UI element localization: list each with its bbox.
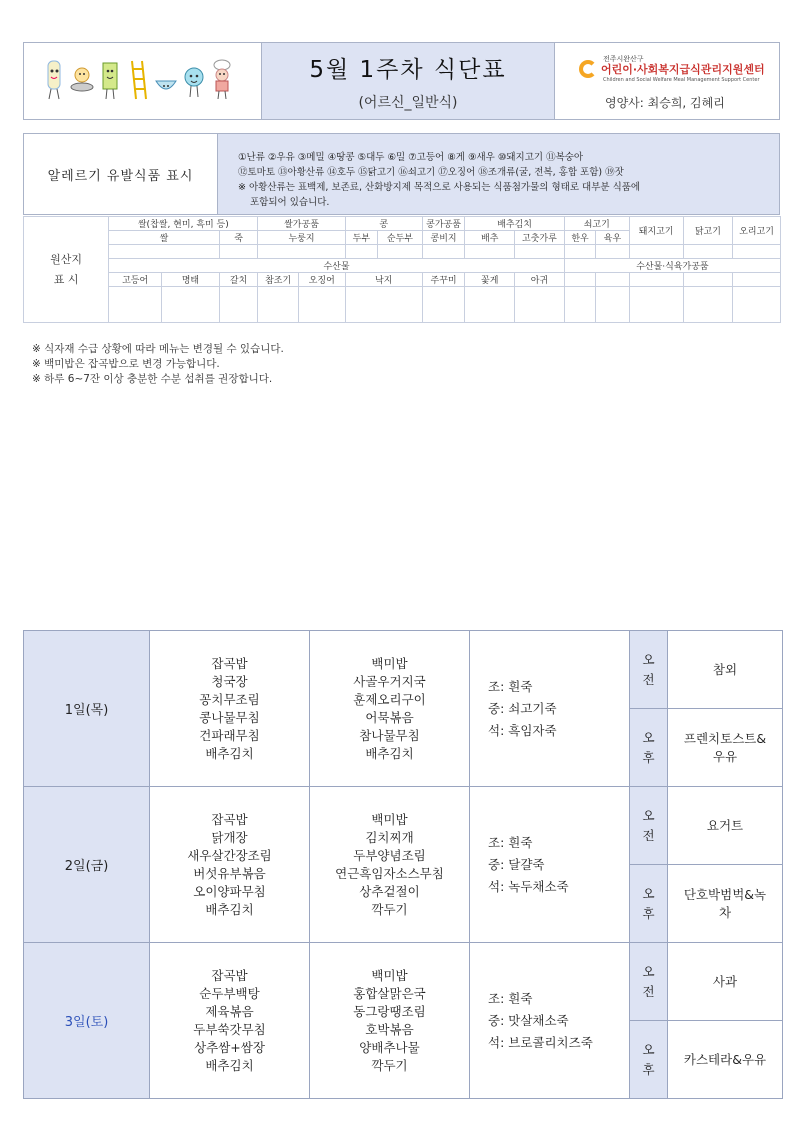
- origin-item: 육우: [596, 231, 629, 245]
- dinner-menu: 백미밥 사골우거지국 훈제오리구이 어묵볶음 참나물무침 배추김치: [310, 631, 470, 787]
- origin-value: [629, 245, 683, 259]
- origin-value: [219, 245, 258, 259]
- dinner-menu: 백미밥 홍합살맑은국 동그랑땡조림 호박볶음 양배추나물 깍두기: [310, 943, 470, 1099]
- origin-item: 오징어: [298, 273, 345, 287]
- snack-am-label: 오 전: [630, 943, 668, 1021]
- snack-am-label: 오 전: [630, 787, 668, 865]
- snack-pm: 프렌치토스트& 우유: [668, 709, 783, 787]
- page-title: 5월 1주차 식단표: [309, 56, 507, 83]
- origin-item: 누룽지: [258, 231, 345, 245]
- origin-group: 쌀가공품: [258, 217, 345, 231]
- origin-value: [345, 287, 422, 323]
- origin-item: 한우: [564, 231, 595, 245]
- allergy-label: 알레르기 유발식품 표시: [24, 134, 218, 214]
- origin-item: 죽: [219, 231, 258, 245]
- lunch-menu: 잡곡밥 청국장 꽁치무조림 콩나물무침 건파래무침 배추김치: [150, 631, 310, 787]
- origin-value: [596, 287, 629, 323]
- origin-group: 쌀(찹쌀, 현미, 흑미 등): [109, 217, 258, 231]
- title-panel: [261, 43, 555, 119]
- note-line: ※ 하루 6~7잔 이상 충분한 수분 섭취를 권장합니다.: [32, 373, 273, 385]
- dinner-menu: 백미밥 김치찌개 두부양념조림 연근흑임자소스무침 상추겉절이 깍두기: [310, 787, 470, 943]
- origin-group: 수산물·식육가공품: [564, 259, 780, 273]
- snack-pm: 카스테라&우유: [668, 1021, 783, 1099]
- character-illustration: [24, 43, 261, 119]
- origin-value: [258, 287, 299, 323]
- origin-item: 고춧가루: [515, 231, 565, 245]
- day-label: 1일(목): [24, 631, 150, 787]
- grater-character-icon: [98, 57, 122, 101]
- allergy-line: ⑫토마토 ⑬아황산류 ⑭호두 ⑮닭고기 ⑯쇠고기 ⑰오징어 ⑱조개류(굴, 전복, 홍합 포함) ⑲잣: [238, 167, 624, 178]
- note-line: ※ 식자재 수급 상황에 따라 메뉴는 변경될 수 있습니다.: [32, 343, 284, 355]
- org-logo: [579, 60, 765, 78]
- origin-label: 원산지 표 시: [24, 217, 109, 323]
- origin-value: [422, 245, 465, 259]
- origin-item: 쌀: [109, 231, 220, 245]
- origin-item: [564, 273, 595, 287]
- porridge-menu: 조: 흰죽 중: 달걀죽 석: 녹두채소죽: [470, 787, 630, 943]
- org-logo-icon: [579, 60, 597, 78]
- origin-value: [219, 287, 258, 323]
- origin-value: [298, 287, 345, 323]
- allergy-line: ①난류 ②우유 ③메밀 ④땅콩 ⑤대두 ⑥밀 ⑦고등어 ⑧게 ⑨새우 ⑩돼지고기 ⑪복숭아: [238, 152, 584, 163]
- day-label: 3일(토): [24, 943, 150, 1099]
- lunch-menu: 잡곡밥 닭개장 새우살간장조림 버섯유부볶음 오이양파무침 배추김치: [150, 787, 310, 943]
- porridge-menu: 조: 흰죽 중: 쇠고기죽 석: 흑임자죽: [470, 631, 630, 787]
- snack-am-label: 오 전: [630, 631, 668, 709]
- origin-value: [258, 245, 345, 259]
- organization-panel: [555, 43, 779, 119]
- origin-item: 닭고기: [683, 217, 733, 245]
- allergy-note: 포함되어 있습니다.: [250, 197, 330, 208]
- origin-value: [515, 287, 565, 323]
- origin-value: [596, 245, 629, 259]
- menu-table: [23, 630, 783, 1099]
- porridge-menu: 조: 흰죽 중: 맛살채소죽 석: 브로콜리치즈죽: [470, 943, 630, 1099]
- chef-character-icon: [210, 57, 234, 101]
- allergy-note: ※ 아황산류는 표백제, 보존료, 산화방지제 목적으로 사용되는 식품첨가물의 형태로 대부분 식품에: [238, 182, 641, 193]
- snack-am: 참외: [668, 631, 783, 709]
- allergy-notice: [23, 133, 780, 215]
- snack-pm-label: 오 후: [630, 709, 668, 787]
- origin-group: 콩가공품: [422, 217, 465, 231]
- snack-am: 사과: [668, 943, 783, 1021]
- snack-pm: 단호박범벅&녹 차: [668, 865, 783, 943]
- pan-character-icon: [70, 57, 94, 101]
- origin-item: [683, 273, 733, 287]
- org-district: 전주시완산구: [603, 55, 644, 63]
- bowl-character-icon: [154, 57, 178, 101]
- origin-group: 배추김치: [465, 217, 564, 231]
- origin-item: 꽃게: [465, 273, 515, 287]
- origin-item: 돼지고기: [629, 217, 683, 245]
- origin-item: 두부: [345, 231, 377, 245]
- round-character-icon: [182, 57, 206, 101]
- origin-item: 명태: [161, 273, 219, 287]
- note-line: ※ 백미밥은 잡곡밥으로 변경 가능합니다.: [32, 358, 220, 370]
- snack-pm-label: 오 후: [630, 865, 668, 943]
- origin-value: [564, 245, 595, 259]
- snack-am: 요거트: [668, 787, 783, 865]
- origin-value: [161, 287, 219, 323]
- origin-item: 참조기: [258, 273, 299, 287]
- header-banner: [23, 42, 780, 120]
- origin-value: [683, 287, 733, 323]
- origin-value: [683, 245, 733, 259]
- origin-item: [733, 273, 781, 287]
- page-subtitle: (어르신_일반식): [358, 94, 458, 111]
- origin-value: [378, 245, 423, 259]
- origin-value: [422, 287, 465, 323]
- origin-value: [733, 287, 781, 323]
- origin-value: [515, 245, 565, 259]
- allergy-list: [218, 134, 779, 214]
- origin-value: [109, 287, 162, 323]
- day-label: 2일(금): [24, 787, 150, 943]
- origin-value: [629, 287, 683, 323]
- org-english-name: Children and Social Welfare Meal Management Support Center: [603, 77, 760, 83]
- origin-item: 주꾸미: [422, 273, 465, 287]
- snack-pm-label: 오 후: [630, 1021, 668, 1099]
- lunch-menu: 잡곡밥 순두부백탕 제육볶음 두부쑥갓무침 상추쌈+쌈장 배추김치: [150, 943, 310, 1099]
- ladder-character-icon: [126, 57, 150, 101]
- origin-item: 갈치: [219, 273, 258, 287]
- origin-group: 수산물: [109, 259, 565, 273]
- origin-item: [629, 273, 683, 287]
- origin-value: [109, 245, 220, 259]
- origin-table: [23, 216, 781, 323]
- origin-item: 아귀: [515, 273, 565, 287]
- notes: [32, 342, 284, 387]
- origin-item: 고등어: [109, 273, 162, 287]
- origin-value: [465, 245, 515, 259]
- origin-group: 쇠고기: [564, 217, 629, 231]
- origin-item: 콩비지: [422, 231, 465, 245]
- bottle-character-icon: [42, 57, 66, 101]
- origin-value: [733, 245, 781, 259]
- origin-item: [596, 273, 629, 287]
- origin-value: [465, 287, 515, 323]
- origin-item: 오리고기: [733, 217, 781, 245]
- origin-group: 콩: [345, 217, 422, 231]
- origin-item: 순두부: [378, 231, 423, 245]
- origin-item: 낙지: [345, 273, 422, 287]
- org-name: 어린이·사회복지급식관리지원센터: [601, 63, 765, 76]
- nutritionist-names: 영양사: 최승희, 김혜리: [605, 96, 725, 110]
- origin-value: [345, 245, 377, 259]
- origin-value: [564, 287, 595, 323]
- origin-item: 배추: [465, 231, 515, 245]
